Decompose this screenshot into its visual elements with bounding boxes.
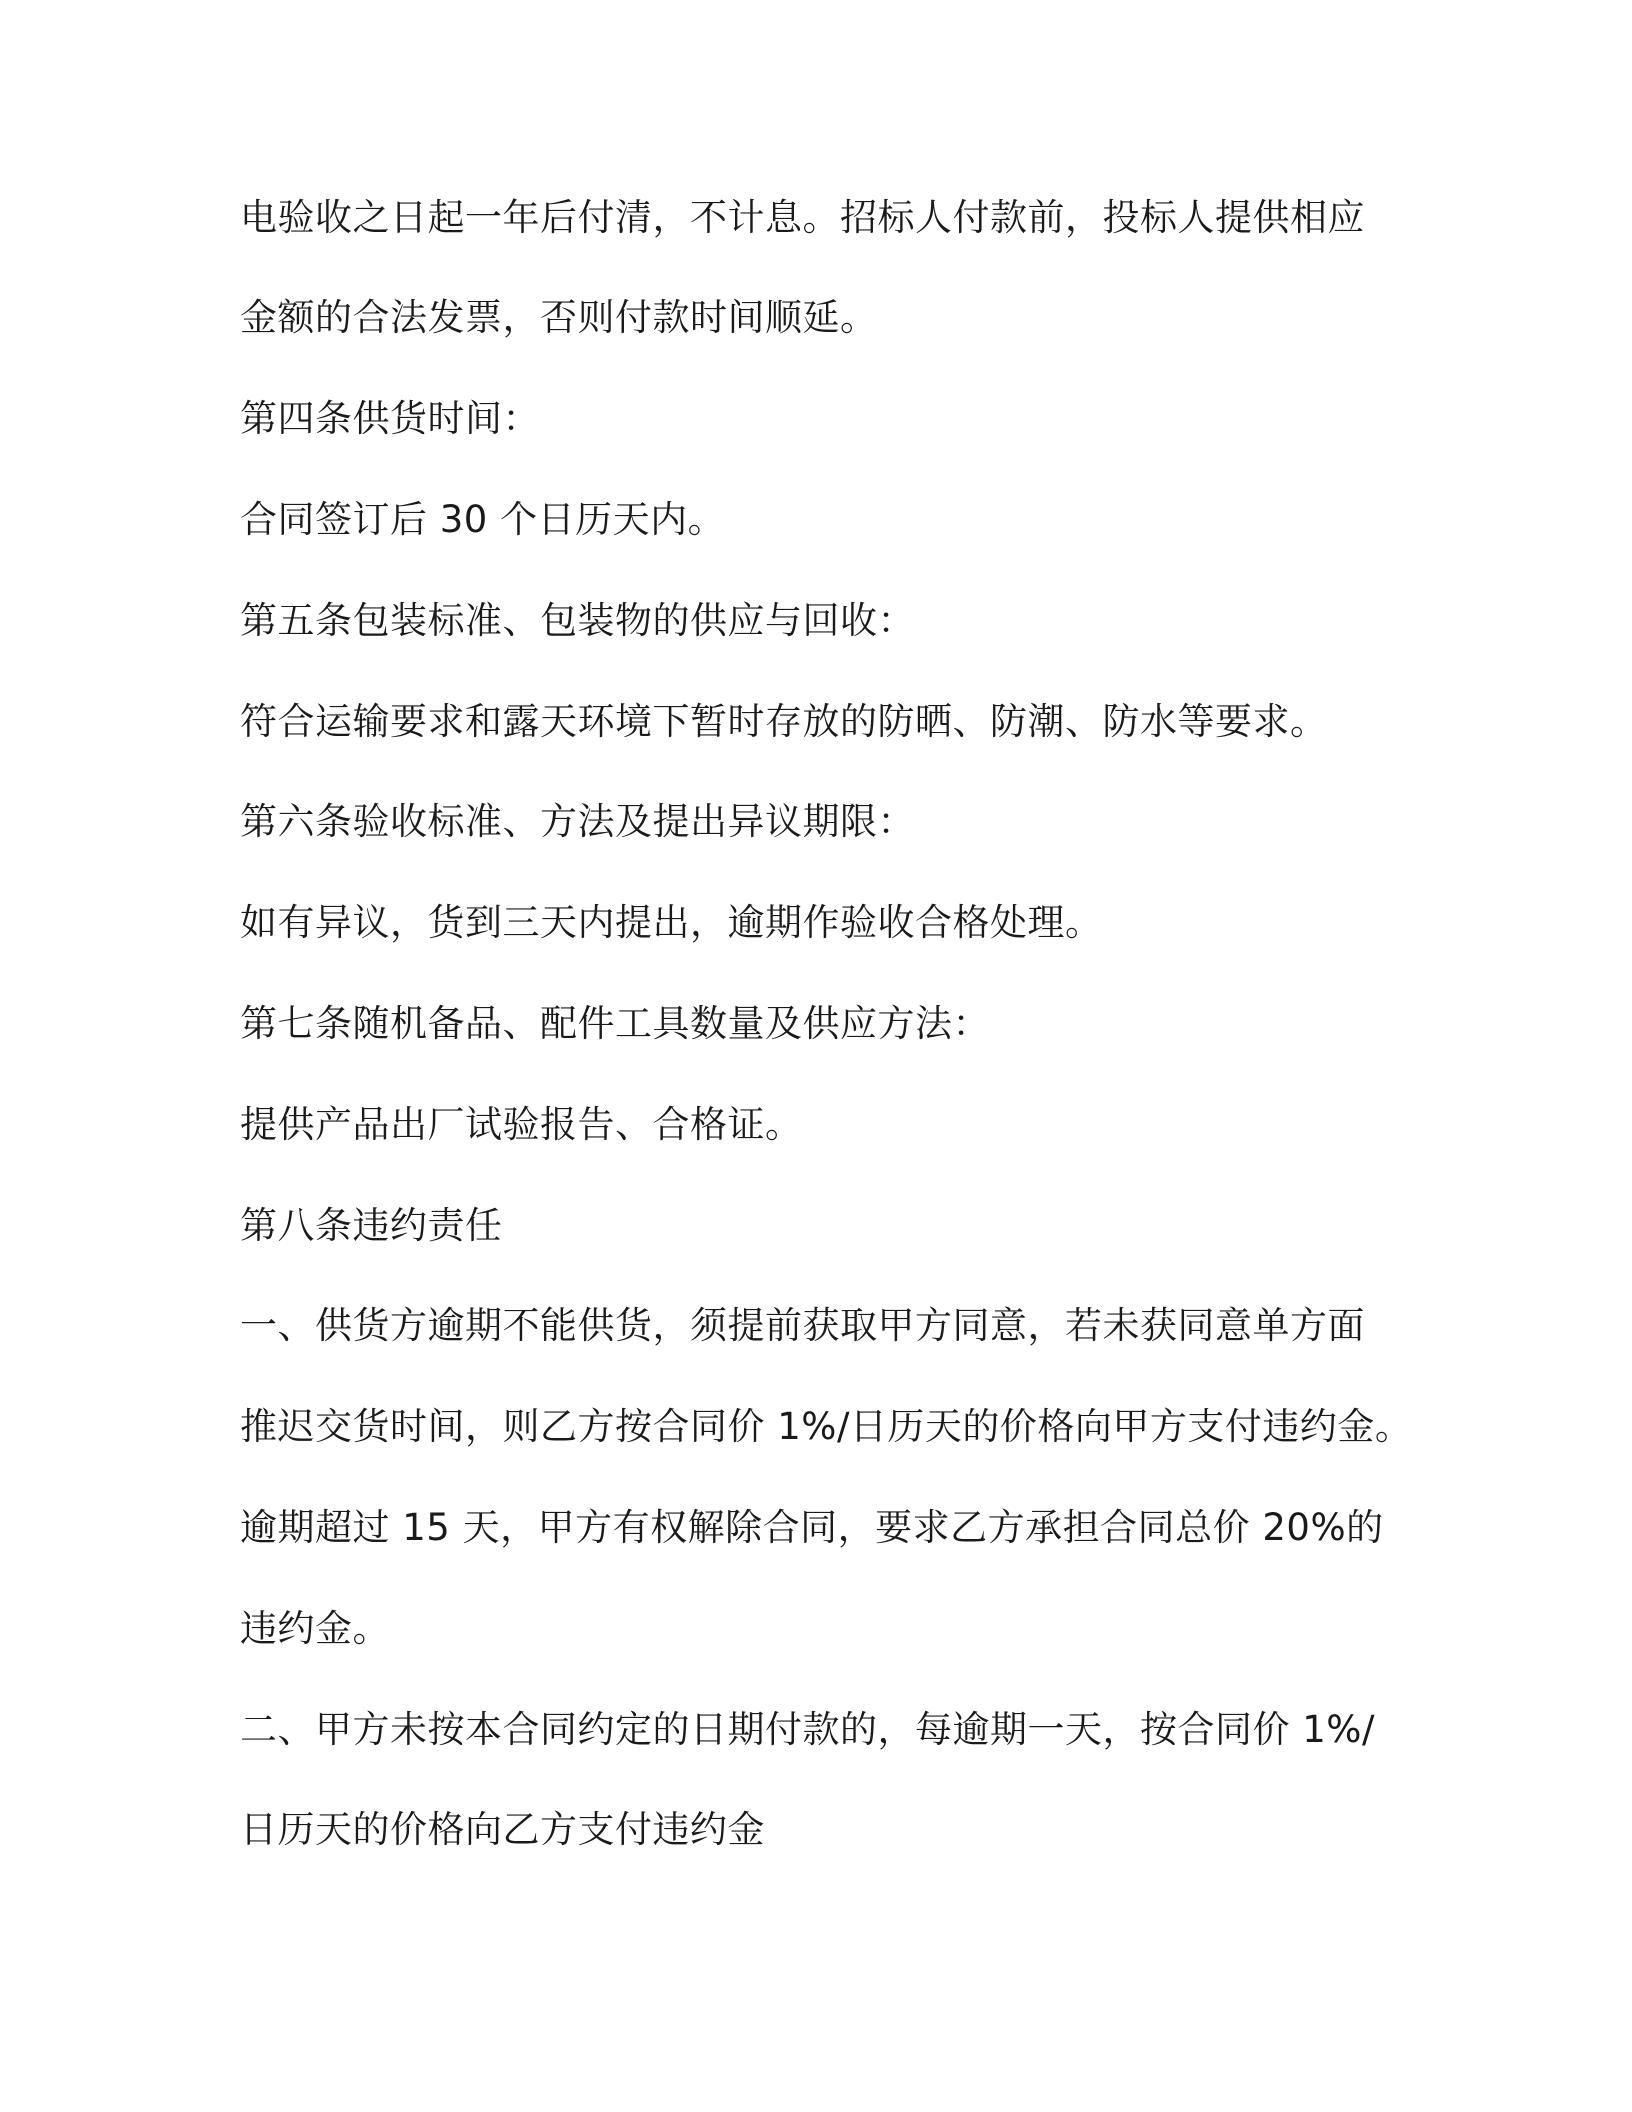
article-6-heading: 第六条验收标准、方法及提出异议期限： <box>240 800 915 843</box>
article-8-clause-2-line-2: 日历天的价格向乙方支付违约金 <box>240 1808 765 1851</box>
article-7-heading: 第七条随机备品、配件工具数量及供应方法： <box>240 1002 990 1045</box>
article-8-clause-1-line-4: 违约金。 <box>240 1607 390 1650</box>
article-4-body: 合同签订后 30 个日历天内。 <box>240 498 726 541</box>
article-6-body: 如有异议，货到三天内提出，逾期作验收合格处理。 <box>240 901 1103 944</box>
article-5-body: 符合运输要求和露天环境下暂时存放的防晒、防潮、防水等要求。 <box>240 700 1328 743</box>
article-5-heading: 第五条包装标准、包装物的供应与回收： <box>240 599 915 642</box>
payment-terms-continuation: 电验收之日起一年后付清，不计息。招标人付款前，投标人提供相应 <box>240 196 1365 239</box>
payment-terms-invoice: 金额的合法发票，否则付款时间顺延。 <box>240 296 878 339</box>
article-8-clause-2-line-1: 二、甲方未按本合同约定的日期付款的，每逾期一天，按合同价 1%/ <box>240 1708 1375 1751</box>
article-8-heading: 第八条违约责任 <box>240 1204 503 1247</box>
article-8-clause-1-line-1: 一、供货方逾期不能供货，须提前获取甲方同意，若未获同意单方面 <box>240 1304 1365 1347</box>
article-8-clause-1-line-2: 推迟交货时间，则乙方按合同价 1%/日历天的价格向甲方支付违约金。 <box>240 1405 1413 1448</box>
article-7-body: 提供产品出厂试验报告、合格证。 <box>240 1103 803 1146</box>
article-4-heading: 第四条供货时间： <box>240 397 540 440</box>
article-8-clause-1-line-3: 逾期超过 15 天，甲方有权解除合同，要求乙方承担合同总价 20%的 <box>240 1506 1384 1549</box>
